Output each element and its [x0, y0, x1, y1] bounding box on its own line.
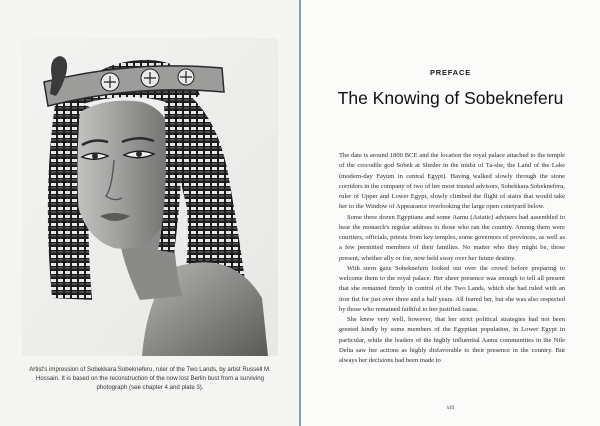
body-text — [339, 151, 565, 366]
section-label: PREFACE — [429, 68, 472, 77]
paragraph-3: With stern gaze Sobekneferu looked out over the crowd before preparing to welcome them to the royal palace. Her sheer presence was enough to tell all present that she remained firmly in control of the Two Lands, which she had ruled with an iron fist for just over three and a half years. All feared her, but she was also respected by those who remained faithful to her justified cause. — [339, 264, 565, 313]
chapter-title: The Knowing of Sobekneferu — [337, 88, 564, 108]
portrait-illustration — [22, 38, 278, 356]
figure-caption: Artist's impression of Sobekkara Sobekneferu, ruler of the Two Lands, by artist Russell M. Hossain. It is based on the reconstruction of the now lost Berlin bust from a surviving photograph (see chapter 4 and plate 3). — [29, 366, 271, 391]
paragraph-2: Some three dozen Egyptians and some Aamu (Asiatic) advisers had assembled to hear the monarch's regular address to those who ran the country. Among them were courtiers, officials, priests from key temples, some governors of provinces, as well as a few permitted members of their families. No matter who they might be, those present, whether ally or foe, now held sway over her future destiny. — [339, 213, 565, 262]
paragraph-1: The date is around 1800 BCE and the location the royal palace attached to the temple of the crocodile god Sobek at Sheder in the midst of Ta-she, the Land of the Lake (modern-day Fayum in central Egypt). Having walked slowly through the stone corridors in the company of two of her most trusted advisors, Sobekkara Sobekneferu, ruler of Upper and Lower Egypt, slowly climbed the flight of stairs that would take her to the Window of Appearance overlooking the large open courtyard below. — [339, 152, 565, 211]
paragraph-4: She knew very well, however, that her strict political strategies had not been greeted kindly by some members of the Egyptian population, in Lower Egypt in particular, while the leaders of the highly influential Aamu communities in the Nile Delta saw her actions as highly disfavorable to their presence in the country. But always her decisions had been made to — [339, 316, 565, 364]
page-number: xiii — [446, 405, 455, 411]
